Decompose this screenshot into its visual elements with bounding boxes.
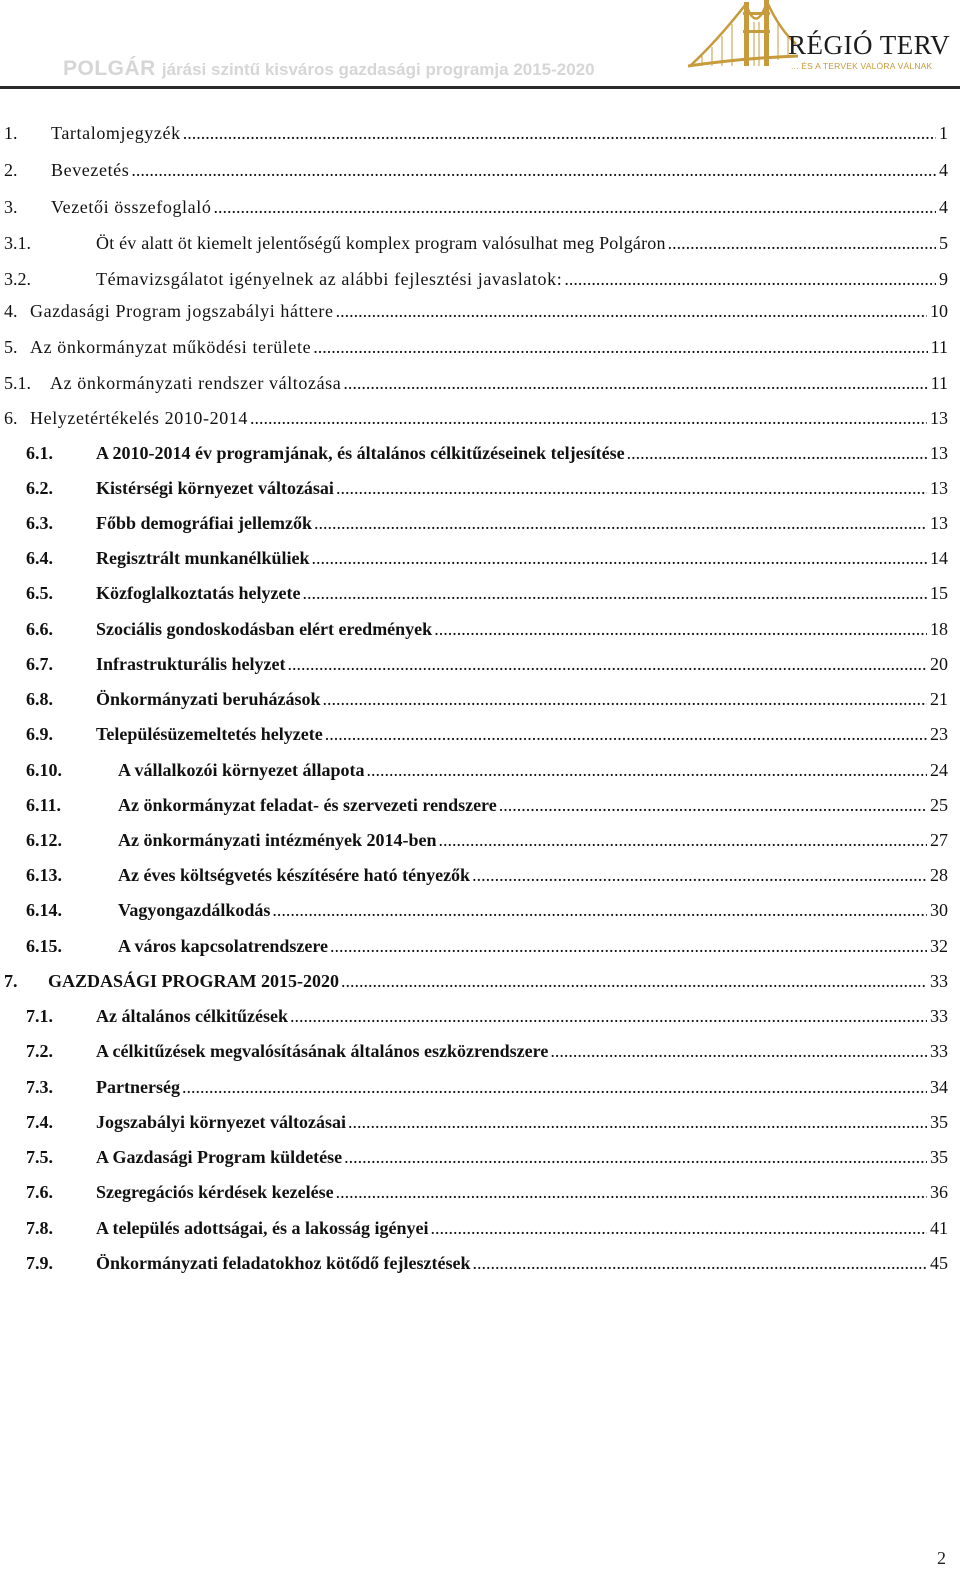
toc-entry-number: 6.5. <box>26 583 53 603</box>
header-divider <box>0 86 960 89</box>
toc-entry-title: Témavizsgálatot igényelnek az alábbi fejlesztési javaslatok: <box>96 269 563 289</box>
toc-entry-title: A célkitűzések megvalósításának általános eszközrendszere <box>96 1041 549 1061</box>
toc-dot-leader <box>668 230 936 256</box>
toc-entry-number: 7.6. <box>26 1182 53 1202</box>
toc-entry-number: 6.10. <box>26 760 62 780</box>
toc-entry-title: Vezetői összefoglaló <box>51 197 212 217</box>
toc-entry[interactable] <box>26 862 948 888</box>
toc-entry-number: 7.8. <box>26 1218 53 1238</box>
toc-entry-number: 6.9. <box>26 724 53 744</box>
toc-entry-page: 13 <box>930 513 948 533</box>
toc-entry-number: 6.3. <box>26 513 53 533</box>
header-subtitle: járási szintű kisváros gazdasági programja 2015-2020 <box>161 60 595 79</box>
toc-entry[interactable] <box>26 1250 948 1276</box>
toc-entry-number: 3. <box>4 197 18 217</box>
toc-entry-title: Bevezetés <box>51 160 130 180</box>
toc-dot-leader <box>313 334 927 360</box>
toc-entry-title: A 2010-2014 év programjának, és általános célkitűzéseinek teljesítése <box>96 443 625 463</box>
toc-entry[interactable] <box>26 721 948 747</box>
toc-entry[interactable] <box>26 510 948 536</box>
toc-entry-number: 6.2. <box>26 478 53 498</box>
toc-dot-leader <box>330 933 927 959</box>
toc-dot-leader <box>438 827 927 853</box>
toc-entry-number: 2. <box>4 160 18 180</box>
toc-dot-leader <box>341 968 927 994</box>
document-header-title <box>63 57 595 81</box>
toc-entry-page: 18 <box>930 619 948 639</box>
toc-entry-title: Az általános célkitűzések <box>96 1006 288 1026</box>
toc-entry[interactable] <box>4 405 948 431</box>
toc-entry[interactable] <box>26 933 948 959</box>
toc-entry-title: Infrastrukturális helyzet <box>96 654 286 674</box>
toc-entry[interactable] <box>26 440 948 466</box>
toc-entry-page: 33 <box>930 1006 948 1026</box>
toc-entry-title: Öt év alatt öt kiemelt jelentőségű komplex program valósulhat meg Polgáron <box>96 233 666 253</box>
toc-entry-number: 6.14. <box>26 900 62 920</box>
toc-entry-title: Önkormányzati beruházások <box>96 689 321 709</box>
toc-entry[interactable] <box>26 827 948 853</box>
toc-entry-number: 6. <box>4 408 18 428</box>
toc-entry[interactable] <box>26 1109 948 1135</box>
toc-entry-title: Szociális gondoskodásban elért eredmények <box>96 619 433 639</box>
toc-dot-leader <box>250 405 927 431</box>
toc-entry[interactable] <box>26 545 948 571</box>
toc-entry-title: Az önkormányzat működési területe <box>30 337 312 357</box>
toc-entry-page: 36 <box>930 1182 948 1202</box>
toc-entry[interactable] <box>4 194 948 220</box>
toc-entry-number: 3.2. <box>4 269 31 289</box>
toc-entry[interactable] <box>4 266 948 292</box>
toc-entry-page: 13 <box>930 443 948 463</box>
toc-dot-leader <box>472 862 927 888</box>
toc-entry[interactable] <box>26 686 948 712</box>
toc-entry-title: Tartalomjegyzék <box>51 123 181 143</box>
toc-entry-page: 11 <box>930 373 948 393</box>
toc-entry-title: A település adottságai, és a lakosság igényei <box>96 1218 429 1238</box>
toc-dot-leader <box>344 1144 927 1170</box>
toc-entry-title: Vagyongazdálkodás <box>118 900 271 920</box>
toc-entry-page: 41 <box>930 1218 948 1238</box>
toc-entry-page: 33 <box>930 971 948 991</box>
toc-dot-leader <box>550 1038 927 1064</box>
bridge-logo-icon <box>688 0 798 82</box>
toc-entry-page: 11 <box>930 337 948 357</box>
toc-entry-page: 13 <box>930 478 948 498</box>
toc-dot-leader <box>312 545 927 571</box>
toc-entry-page: 45 <box>930 1253 948 1273</box>
toc-entry-title: A Gazdasági Program küldetése <box>96 1147 343 1167</box>
toc-dot-leader <box>290 1003 927 1029</box>
toc-entry-title: Az éves költségvetés készítésére ható tényezők <box>118 865 471 885</box>
toc-entry[interactable] <box>4 370 948 396</box>
toc-entry[interactable] <box>26 475 948 501</box>
logo-tagline: ... ÉS A TERVEK VALÓRA VÁLNAK <box>791 61 933 71</box>
toc-entry-number: 6.8. <box>26 689 53 709</box>
toc-entry-title: Gazdasági Program jogszabályi háttere <box>30 301 334 321</box>
toc-entry-number: 7.9. <box>26 1253 53 1273</box>
toc-entry[interactable] <box>4 298 948 324</box>
toc-dot-leader <box>627 440 927 466</box>
regio-terv-logo <box>688 0 960 82</box>
page-number: 2 <box>937 1548 946 1568</box>
toc-dot-leader <box>336 475 927 501</box>
toc-entry[interactable] <box>4 120 948 146</box>
toc-entry-number: 6.7. <box>26 654 53 674</box>
toc-dot-leader <box>499 792 927 818</box>
toc-entry-title: GAZDASÁGI PROGRAM 2015-2020 <box>48 971 339 991</box>
toc-entry-title: Főbb demográfiai jellemzők <box>96 513 312 533</box>
logo-company-name: RÉGIÓ TERV <box>788 30 951 60</box>
toc-entry-number: 6.12. <box>26 830 62 850</box>
toc-entry-page: 27 <box>930 830 948 850</box>
toc-dot-leader <box>314 510 927 536</box>
toc-entry-number: 6.11. <box>26 795 62 815</box>
toc-entry-page: 4 <box>939 197 948 217</box>
toc-entry[interactable] <box>26 1144 948 1170</box>
toc-entry[interactable] <box>4 230 948 256</box>
toc-dot-leader <box>302 580 927 606</box>
toc-entry[interactable] <box>26 616 948 642</box>
toc-entry-number: 6.6. <box>26 619 53 639</box>
toc-entry-title: Közfoglalkoztatás helyzete <box>96 583 301 603</box>
toc-dot-leader <box>183 120 936 146</box>
toc-entry[interactable] <box>4 157 948 183</box>
toc-entry-number: 6.15. <box>26 936 62 956</box>
toc-entry-page: 14 <box>930 548 948 568</box>
toc-entry-title: A város kapcsolatrendszere <box>118 936 328 956</box>
toc-dot-leader <box>336 1179 927 1205</box>
toc-entry-number: 5.1. <box>4 373 31 393</box>
toc-entry-title: Kistérségi környezet változásai <box>96 478 334 498</box>
toc-entry-page: 35 <box>930 1112 948 1132</box>
toc-entry-title: Helyzetértékelés 2010-2014 <box>30 408 249 428</box>
toc-entry-title: Településüzemeltetés helyzete <box>96 724 323 744</box>
page-header <box>0 0 960 92</box>
toc-entry-number: 4. <box>4 301 18 321</box>
toc-entry-title: Az önkormányzat feladat- és szervezeti rendszere <box>118 795 497 815</box>
toc-entry-number: 3.1. <box>4 233 31 253</box>
toc-dot-leader <box>472 1250 927 1276</box>
toc-entry-number: 7.4. <box>26 1112 53 1132</box>
toc-entry-number: 7. <box>4 971 18 991</box>
toc-entry[interactable] <box>4 334 948 360</box>
toc-entry-page: 25 <box>930 795 948 815</box>
toc-dot-leader <box>431 1215 927 1241</box>
toc-entry[interactable] <box>26 897 948 923</box>
header-town-name: POLGÁR <box>63 57 156 80</box>
toc-entry-page: 1 <box>939 123 948 143</box>
toc-entry-page: 10 <box>930 301 948 321</box>
toc-dot-leader <box>564 266 936 292</box>
toc-entry-number: 6.13. <box>26 865 62 885</box>
toc-entry[interactable] <box>4 968 948 994</box>
toc-entry-title: Jogszabályi környezet változásai <box>96 1112 346 1132</box>
toc-dot-leader <box>131 157 936 183</box>
toc-dot-leader <box>336 298 927 324</box>
toc-entry[interactable] <box>26 651 948 677</box>
toc-entry-page: 23 <box>930 724 948 744</box>
toc-entry[interactable] <box>26 1003 948 1029</box>
toc-entry[interactable] <box>26 1074 948 1100</box>
toc-entry-page: 32 <box>930 936 948 956</box>
toc-entry-number: 7.2. <box>26 1041 53 1061</box>
toc-entry-title: Partnerség <box>96 1077 180 1097</box>
toc-entry-page: 4 <box>939 160 948 180</box>
toc-entry-page: 9 <box>939 269 948 289</box>
toc-entry-page: 5 <box>939 233 948 253</box>
toc-entry[interactable] <box>26 580 948 606</box>
toc-entry-page: 21 <box>930 689 948 709</box>
toc-dot-leader <box>272 897 927 923</box>
toc-entry-number: 6.1. <box>26 443 53 463</box>
toc-dot-leader <box>323 686 927 712</box>
toc-dot-leader <box>348 1109 927 1135</box>
toc-entry-number: 7.5. <box>26 1147 53 1167</box>
toc-entry[interactable] <box>26 757 948 783</box>
toc-entry-title: Önkormányzati feladatokhoz kötődő fejlesztések <box>96 1253 471 1273</box>
toc-dot-leader <box>367 757 928 783</box>
toc-entry-number: 6.4. <box>26 548 53 568</box>
toc-entry-page: 15 <box>930 583 948 603</box>
toc-entry-title: Az önkormányzati rendszer változása <box>50 373 342 393</box>
toc-entry-page: 33 <box>930 1041 948 1061</box>
toc-dot-leader <box>213 194 936 220</box>
toc-entry-page: 35 <box>930 1147 948 1167</box>
toc-entry-number: 7.1. <box>26 1006 53 1026</box>
toc-entry-page: 24 <box>930 760 948 780</box>
toc-dot-leader <box>343 370 927 396</box>
toc-entry-page: 28 <box>930 865 948 885</box>
toc-entry-page: 13 <box>930 408 948 428</box>
toc-entry[interactable] <box>26 792 948 818</box>
toc-dot-leader <box>434 616 927 642</box>
toc-entry-page: 30 <box>930 900 948 920</box>
toc-entry-title: Regisztrált munkanélküliek <box>96 548 310 568</box>
toc-dot-leader <box>287 651 927 677</box>
toc-entry-title: A vállalkozói környezet állapota <box>118 760 365 780</box>
toc-entry-number: 5. <box>4 337 18 357</box>
toc-entry-title: Az önkormányzati intézmények 2014-ben <box>118 830 437 850</box>
toc-dot-leader <box>325 721 927 747</box>
toc-entry[interactable] <box>26 1179 948 1205</box>
toc-entry-title: Szegregációs kérdések kezelése <box>96 1182 334 1202</box>
toc-entry[interactable] <box>26 1038 948 1064</box>
toc-entry-page: 34 <box>930 1077 948 1097</box>
toc-entry-number: 7.3. <box>26 1077 53 1097</box>
toc-entry-number: 1. <box>4 123 18 143</box>
toc-entry[interactable] <box>26 1215 948 1241</box>
toc-entry-page: 20 <box>930 654 948 674</box>
toc-dot-leader <box>182 1074 927 1100</box>
